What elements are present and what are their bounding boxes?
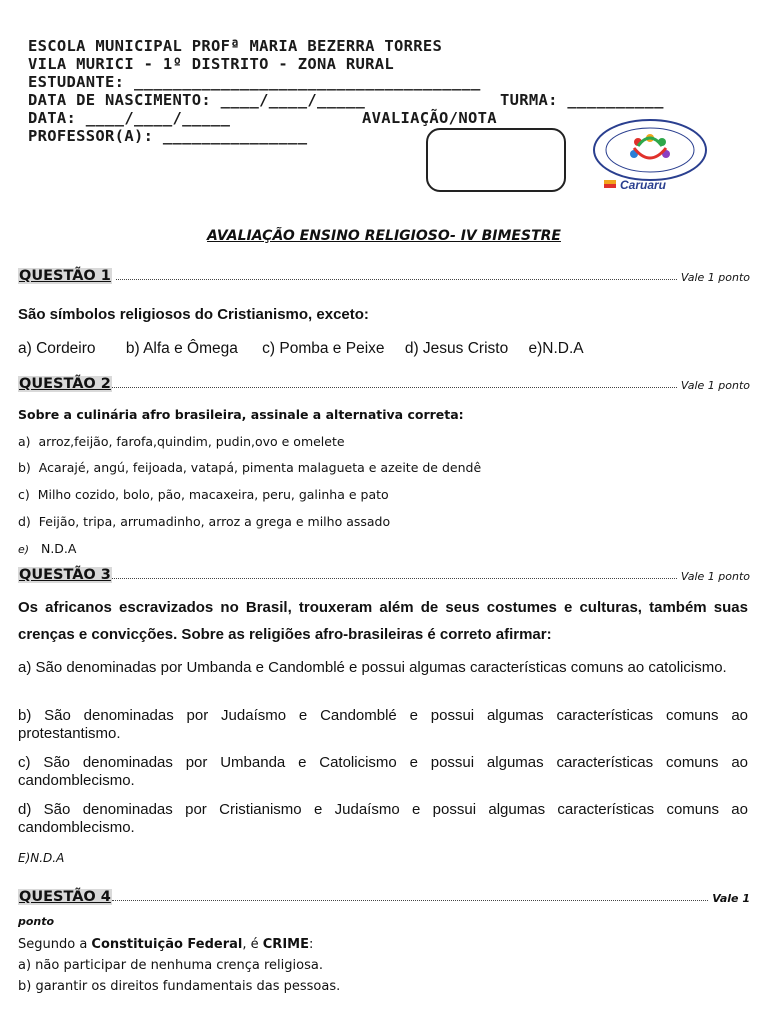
option-text: arroz,feijão, farofa,quindim, pudin,ovo e omelete <box>38 434 345 449</box>
question-3-label: QUESTÃO 3 <box>19 567 111 583</box>
question-2-label: QUESTÃO 2 <box>19 376 111 392</box>
option-text: Feijão, tripa, arrumadinho, arroz a grega e milho assado <box>38 514 391 529</box>
question-4-header <box>18 889 750 905</box>
question-3-option-d: d) São denominadas por Cristianismo e Judaísmo e possui algumas características comuns ao candomblecismo. <box>18 801 748 836</box>
question-4-option-b: b) garantir os direitos fundamentais das pessoas. <box>18 979 341 994</box>
question-3-option-e: E)N.D.A <box>18 851 65 865</box>
question-4-prompt <box>18 937 748 952</box>
question-1-options <box>18 340 748 358</box>
question-2-option-d <box>18 514 748 529</box>
school-name: ESCOLA MUNICIPAL PROFª MARIA BEZERRA TORRES <box>28 37 443 55</box>
option-letter: d) <box>18 514 31 529</box>
question-3-option-c: c) São denominadas por Umbanda e Catolicismo e possui algumas características comuns ao candomblecismo. <box>18 754 748 789</box>
question-2-prompt: Sobre a culinária afro brasileira, assinale a alternativa correta: <box>18 407 464 422</box>
dotted-leader <box>112 577 677 579</box>
prompt-text: : <box>308 937 314 952</box>
question-4-label: QUESTÃO 4 <box>19 889 111 905</box>
prompt-text: Segundo a <box>18 937 92 952</box>
prompt-text: , é <box>242 937 263 952</box>
question-3-prompt: Os africanos escravizados no Brasil, trouxeram além de seus costumes e culturas, também suas crenças e convicções. Sobre as religiões afro-brasileiras é correto afirmar: <box>18 599 748 643</box>
dotted-leader <box>112 899 708 901</box>
option-letter: a) <box>18 434 31 449</box>
option: c) Pomba e Peixe <box>262 340 385 357</box>
option-letter: c) <box>18 487 30 502</box>
option: b) Alfa e Ômega <box>125 340 238 357</box>
question-2-option-c <box>18 487 748 502</box>
dotted-leader <box>116 278 677 280</box>
dotted-leader <box>112 386 677 388</box>
question-1-points: Vale 1 ponto <box>680 271 750 284</box>
svg-text:Caruaru: Caruaru <box>620 178 667 192</box>
question-1-label: QUESTÃO 1 <box>19 268 111 284</box>
option: e)N.D.A <box>528 340 584 357</box>
class-field: TURMA: __________ <box>500 91 664 109</box>
birth-date-field: DATA DE NASCIMENTO: ____/____/_____ <box>28 91 366 109</box>
prompt-bold: CRIME <box>262 937 309 952</box>
question-2-points: Vale 1 ponto <box>680 379 750 392</box>
option-letter: b) <box>18 460 31 475</box>
option-text: Milho cozido, bolo, pão, macaxeira, peru, galinha e pato <box>37 487 389 502</box>
question-4-option-a: a) não participar de nenhuma crença religiosa. <box>18 958 323 973</box>
teacher-field: PROFESSOR(A): _______________ <box>28 127 308 145</box>
question-3-option-a: a) São denominadas por Umbanda e Candomblé e possui algumas características comuns ao catolicismo. <box>18 659 727 676</box>
school-district: VILA MURICI - 1º DISTRITO - ZONA RURAL <box>28 55 395 73</box>
question-4-points-cont: ponto <box>18 915 55 928</box>
question-2-header <box>18 376 750 392</box>
question-2-option-e <box>18 541 748 556</box>
grade-label: AVALIAÇÃO/NOTA <box>362 109 497 127</box>
question-3-header <box>18 567 750 583</box>
option-text: Acarajé, angú, feijoada, vatapá, pimenta malagueta e azeite de dendê <box>38 460 482 475</box>
question-1-prompt: São símbolos religiosos do Cristianismo, exceto: <box>18 306 369 323</box>
question-4-points: Vale 1 <box>712 892 750 905</box>
option-text: N.D.A <box>40 541 77 556</box>
question-2-option-a <box>18 434 748 449</box>
option: a) Cordeiro <box>18 340 96 357</box>
question-1-header <box>18 268 750 284</box>
grade-box <box>426 128 566 192</box>
exam-title: AVALIAÇÃO ENSINO RELIGIOSO- IV BIMESTRE <box>207 228 561 244</box>
question-3-option-b: b) São denominadas por Judaísmo e Candomblé e possui algumas características comuns ao protestantismo. <box>18 707 748 742</box>
prompt-bold: Constituição Federal <box>91 937 243 952</box>
question-3-points: Vale 1 ponto <box>680 570 750 583</box>
student-field: ESTUDANTE: ____________________________________ <box>28 73 481 91</box>
question-2-option-b <box>18 460 748 475</box>
date-field: DATA: ____/____/_____ <box>28 109 231 127</box>
school-logo <box>590 118 710 196</box>
option: d) Jesus Cristo <box>404 340 509 357</box>
option-letter: e) <box>18 543 30 556</box>
